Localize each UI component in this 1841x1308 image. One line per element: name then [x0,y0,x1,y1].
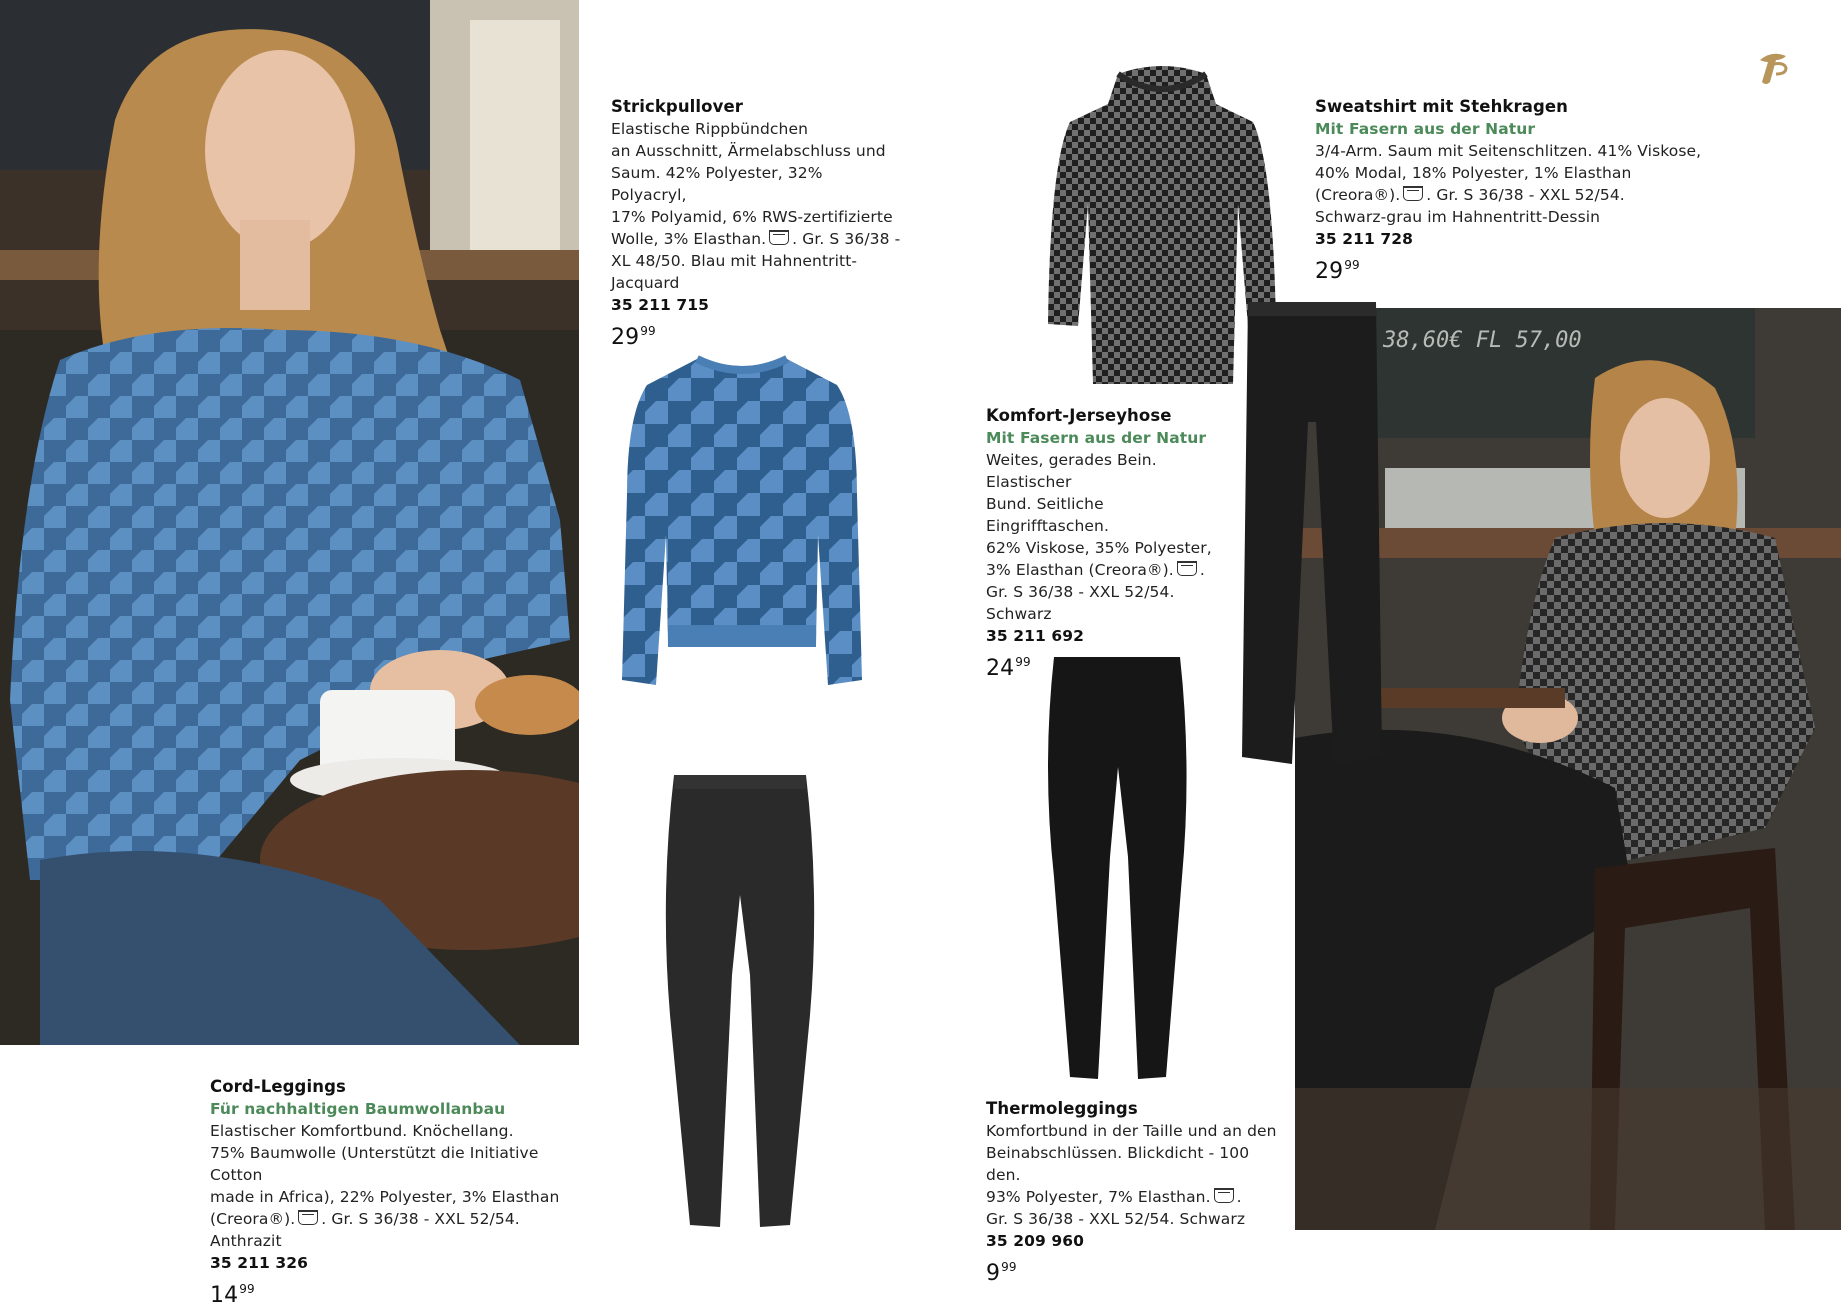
product-jerseyhose [986,405,1226,680]
price: $24^{99}$ [986,655,1031,681]
product-sweatshirt [1315,96,1715,283]
article-number: 35 211 715 [611,296,710,314]
price: $29^{99}$ [1315,258,1360,284]
lifestyle-photo-left [0,0,579,1045]
product-description: Weites, gerades Bein. Elastischer Bund. Seitliche Eingrifftaschen. 62% Viskose, 35% Polyester, 3% Elasthan (Creora®). . Gr. S 36/38 - XXL 52/54. Schwarz [986,451,1212,623]
woman-blue-sweater-illustration [0,0,579,1045]
washing-icon [1177,561,1197,576]
product-title: Cord-Leggings [210,1077,346,1096]
article-number: 35 209 960 [986,1232,1085,1250]
product-title: Strickpullover [611,97,744,116]
article-number: 35 211 326 [210,1254,309,1272]
eco-label: Mit Fasern aus der Natur [1315,120,1536,138]
article-number: 35 211 692 [986,627,1085,645]
product-title: Komfort-Jerseyhose [986,406,1172,425]
price: $29^{99}$ [611,324,656,350]
cordleggings-product-image [660,775,820,1230]
price: $9^{99}$ [986,1260,1017,1286]
washing-icon [1403,186,1423,201]
product-description: Komfortbund in der Taille und an den Beinabschlüssen. Blickdicht - 100 den. 93% Polyester, 7% Elasthan. . Gr. S 36/38 - XXL 52/54. Schwarz [986,1122,1277,1228]
product-strickpullover [611,96,901,349]
product-description: Elastischer Komfortbund. Knöchellang. 75% Baumwolle (Unterstützt die Initiative Cotton made in Africa), 22% Polyester, 3% Elasthan (Creora®). . Gr. S 36/38 - XXL 52/54. Anthrazit [210,1122,560,1250]
strickpullover-product-image [622,355,862,690]
product-description: Elastische Rippbündchen an Ausschnitt, Ärmelabschluss und Saum. 42% Polyester, 32% Polyacryl, 17% Polyamid, 6% RWS-zertifizierte Wolle, 3% Elasthan. . Gr. S 36/38 - XL 48/50. Blau mit Hahnentritt- Jacquard [611,120,901,292]
brand-logo-icon [1752,48,1792,88]
eco-label: Mit Fasern aus der Natur [986,429,1207,447]
product-description: 3/4-Arm. Saum mit Seitenschlitzen. 41% Viskose, 40% Modal, 18% Polyester, 1% Elasthan (Creora®). . Gr. S 36/38 - XXL 52/54. Schwarz-grau im Hahnentritt-Dessin [1315,142,1702,226]
thermoleggings-product-image [1042,657,1192,1083]
washing-icon [769,230,789,245]
product-cordleggings [210,1076,590,1307]
washing-icon [298,1210,318,1225]
product-title: Thermoleggings [986,1099,1138,1118]
product-title: Sweatshirt mit Stehkragen [1315,97,1569,116]
jerseyhose-product-image [1242,302,1382,764]
chalkboard-prices: 38,60€ FL 57,00 [1383,328,1582,353]
article-number: 35 211 728 [1315,230,1414,248]
washing-icon [1214,1188,1234,1203]
price: $14^{99}$ [210,1282,255,1308]
product-thermoleggings [986,1098,1286,1285]
eco-label: Für nachhaltigen Baumwollanbau [210,1100,506,1118]
